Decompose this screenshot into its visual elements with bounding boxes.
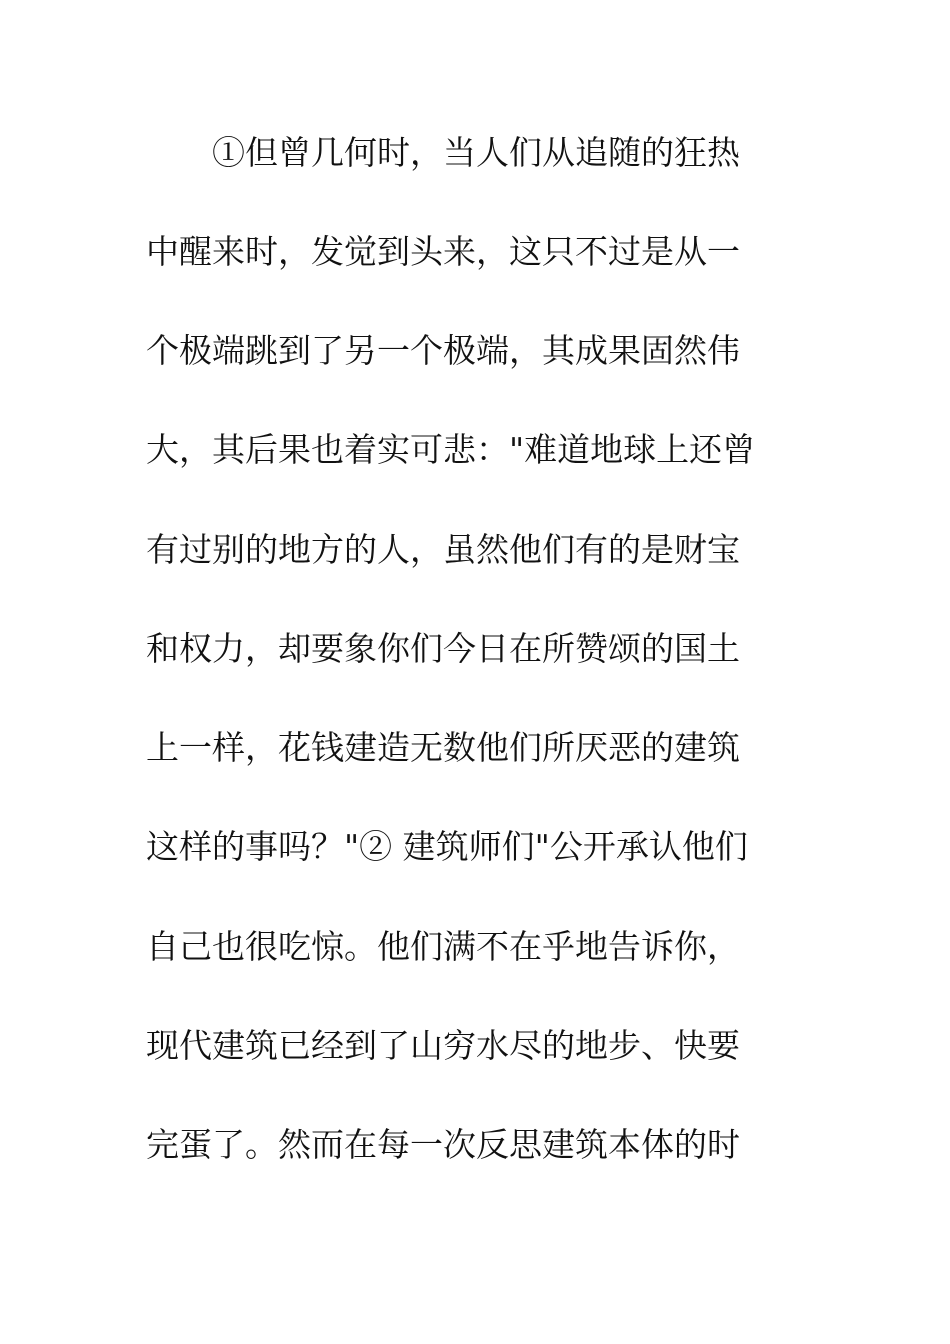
text-line: 和权力，却要象你们今日在所赞颂的国土 xyxy=(146,629,740,668)
text-line: 个极端跳到了另一个极端，其成果固然伟 xyxy=(146,331,740,370)
text-line: 自己也很吃惊。他们满不在乎地告诉你， xyxy=(146,927,740,966)
text-line: 大，其后果也着实可悲："难道地球上还曾 xyxy=(146,430,756,469)
text-line: 上一样，花钱建造无数他们所厌恶的建筑 xyxy=(146,728,740,767)
text-line: 这样的事吗？"② 建筑师们"公开承认他们 xyxy=(146,827,748,866)
text-line: 中醒来时，发觉到头来，这只不过是从一 xyxy=(146,232,740,271)
text-line: 有过别的地方的人，虽然他们有的是财宝 xyxy=(146,530,740,569)
text-line: 现代建筑已经到了山穷水尽的地步、快要 xyxy=(146,1026,740,1065)
text-line: ①但曾几何时，当人们从追随的狂热 xyxy=(212,133,740,172)
text-line: 完蛋了。然而在每一次反思建筑本体的时 xyxy=(146,1125,740,1164)
